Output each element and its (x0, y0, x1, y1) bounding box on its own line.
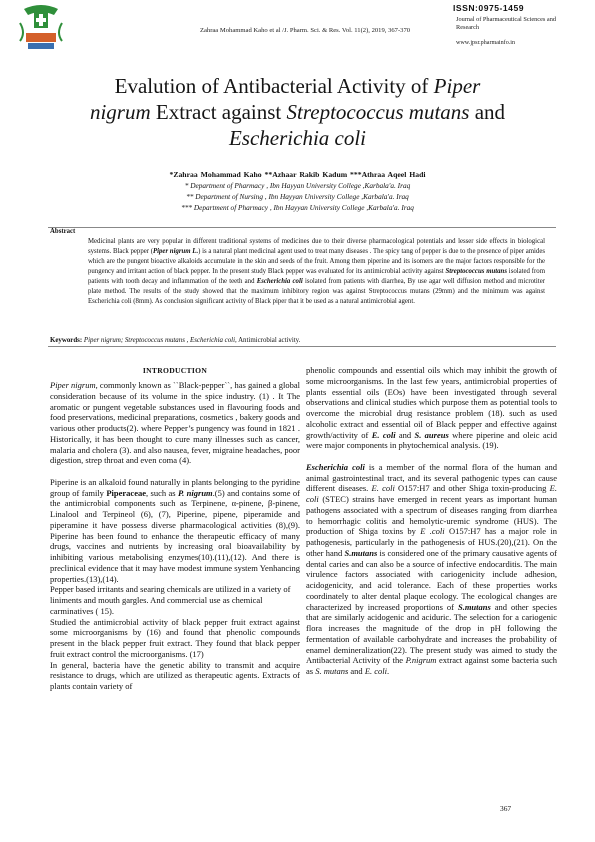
right-paragraph-2: Escherichia coli is a member of the normal flora of the human and animal gastrointestinal tract, and its several pathogenic types can cause different diseases. E. coli O157:H7 and other Shiga toxin-producing E. coli (STEC) strains have emerged in recent years as important human pathogens associated with a spectrum of diseases ranging from diarrhea to hemorrhagic colitis and hemolytic-uremic syndrome (HUS). The production of Shiga toxins by E .coli O157:H7 has a major role in pathogenesis, particularly in the pathogenesis of HUS.(20),(21). On the other hand S.mutans is considered one of the primary causative agents of dental caries and can also be a source of infective endocarditis. The main virulence factors associated with cariogenicity include adhesion, acidogenicity, and acid tolerance. Each of these properties works coordinately to alter dental plaque ecology. The ecological changes are characterized by increased proportions of S.mutans and other species that are similarly acidogenic and aciduric. The selection for a cariogenic flora increases the magnitude of the drop in pH following the fermentation of available carbohydrate and increases the probability of enamel demineralization(22). The present study was aimed to study the Antibacterial Activity of the P.nigrum extract against some bacteria such as S. mutans and E. coli. (306, 461, 558, 676)
section-heading-introduction: INTRODUCTION (142, 366, 208, 375)
author-list: *Zahraa Mohammad Kaho **Azhaar Rakib Kadum ***Athraa Aqeel Hadi (169, 170, 426, 179)
affiliation-1: * Department of Pharmacy , Ibn Hayyan University College ,Karbala'a. Iraq (184, 181, 411, 190)
right-column (306, 365, 557, 677)
intro-paragraph-5: In general, bacteria have the genetic ability to transmit and acquire resistance to drugs, which are utilized as therapeutic agents. Extracts of plants contain variety of (50, 659, 300, 691)
abstract-heading: Abstract (50, 228, 76, 235)
issn-label: ISSN:0975-1459 (453, 3, 525, 13)
affiliation-3: *** Department of Pharmacy , Ibn Hayyan University College ,Karbala'a. Iraq (181, 203, 414, 212)
journal-logo-icon (14, 3, 68, 53)
keywords: Keywords: Piper nigrum; Streptococcus mutans , Escherichia coli, Antimicrobial activity. (50, 337, 301, 344)
left-column (50, 380, 300, 692)
right-paragraph-1: phenolic compounds and essential oils which may inhibit the growth of some microorganisms. In the last few years, antimicrobial properties of plants essential oils (EOs) have been investigated through several observations and clinical studies which purpose them as potential tools to overcome the microbial drug resistance problem (18). such as used alcoholic extract and essential oil of Black pepper and effective against growth/activity of E. coli and S. aureus where piperine and oleic acid were major components in phytochemical analysis. (19). (306, 365, 557, 451)
intro-paragraph-3: Pepper based irritants and searing chemicals are utilized in a variety of liniments and mouth gargles. And commercial use as chemical carminatives ( 15). (50, 584, 291, 616)
journal-name: Journal of Pharmaceutical Sciences and Research (456, 16, 557, 31)
page-number: 367 (500, 804, 512, 813)
intro-paragraph-2: Piperine is an alkaloid found naturally in plants belonging to the pyridine group of family Piperaceae, such as P. nigrum.(5) and contains some of the antimicrobial components such as Terpinene, α-pinene, β-pinene, Linalool and Terpineol (6), (7), Piperine, pipene, piperamide and piperamine it have possess diverse pharmacological activities (8),(9). Piperine has been found to enhance the therapeutic efficacy of many drugs, vaccines and nutrients by increasing oral bioavailability by inhibiting various metabolising enzymes(10).(11),(12). And there is preclinical evidence that it may have modest immune system Yenhancing properties.(13),(14). (50, 476, 300, 584)
abstract-body: Medicinal plants are very popular in different traditional systems of medicines due to their diverse pharmacological potentials and lesser side effects in biological systems. Black pepper (Piper nigrum L.) is a natural plant medicinal agent used to treat many diseases . The spicy tang of pepper is due to the presence of piper amides which are the pungent bioactive alkaloids accumulate in the skin and seeds of the fruit. Among them piperine and its isomers are the major factors responsible for the pungency and irritant action of black pepper. In the present study Black pepper was evaluated for its antimicrobial activity against Streptococcus mutans isolated from patients with tooth decay and inflammation of the teeth and Escherichia coli isolated from patients with diarrhea, By use agar well diffusion method and microtiter plate method. The results of the study showed that the maximum inhibitory region was against Streptococcus mutans (29mm) and the minimum was against Escherichia coli (8mm). As conclusion significant activity of Black piper that it be used as a natural antimicrobial agent. (88, 238, 545, 306)
journal-url-link[interactable]: www.jpsr.pharmainfo.in (456, 40, 516, 46)
intro-paragraph-4: Studied the antimicrobial activity of black pepper fruit extract against some microorganisms by (16) and found that phenolic compounds present in the black pepper fruit extract. They found that black pepper fruit extract control the microorganisms. (17) (50, 616, 300, 659)
intro-paragraph-1: Piper nigrum, commonly known as ``Black-pepper``, has gained a global consideration because of its volume in the spice industry. (1) . It The aromatic or pungent vegetable substances used in flavouring foods and food preservations, medicinal preparations, cosmetics , bakery goods and various other products(2). where Pepper’s pungency was found in 1821 . Historically, it has been thought to cure many illnesses such as cancer, malaria and cholera (3). and also nausea, fever, migraine headaches, poor digestion, strep throat and even coma (4). (50, 380, 300, 466)
keywords-rule (48, 346, 556, 347)
paper-title: Evalution of Antibacterial Activity of Piper nigrum Extract against Streptococcus mutans and Escherichia coli (89, 74, 506, 150)
affiliation-2: ** Department of Nursing , Ibn Hayyan University College ,Karbala'a. Iraq (186, 192, 409, 201)
running-header-citation: Zahraa Mohammad Kaho et al /J. Pharm. Sci. & Res. Vol. 11(2), 2019, 367-370 (199, 27, 411, 34)
